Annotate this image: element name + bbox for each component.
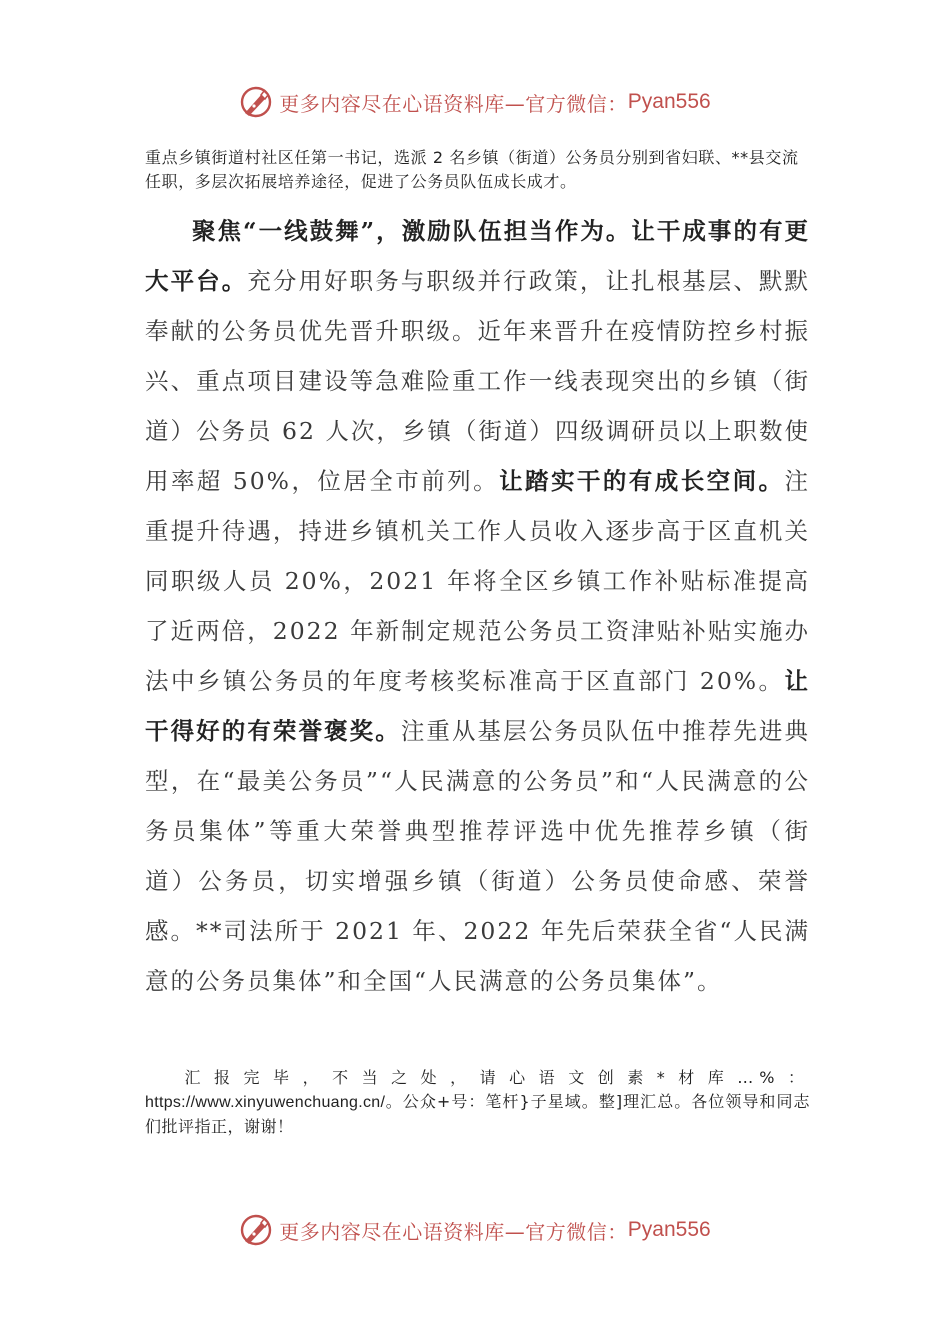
pen-nib-logo-icon xyxy=(239,85,273,119)
banner-wechat-id: Pyan556 xyxy=(627,90,711,113)
main-body xyxy=(145,206,810,1006)
paragraph-3: 注重从基层公务员队伍中推荐先进典型，在“最美公务员”“人民满意的公务员”和“人民满意的公务员集体”等重大荣誉典型推荐评选中优先推荐乡镇（街道）公务员，切实增强乡镇（街道）公务员使命感、荣誉感。**司法所于 2021 年、2022 年先后荣获全省“人民满意的公务员集体”和全国“人民满意的公务员集体”。 xyxy=(145,717,811,995)
heading-1: 聚焦“一线鼓舞”，激励队伍担当作为。让干成事的有更大平台。 xyxy=(145,217,810,295)
heading-2: 让踏实干的有成长空间。 xyxy=(499,467,785,495)
intro-paragraph: 重点乡镇街道村社区任第一书记，选派 2 名乡镇（街道）公务员分别到省妇联、**县交流任职，多层次拓展培养途径，促进了公务员队伍成长成才。 xyxy=(145,148,799,191)
footer-banner xyxy=(0,1210,950,1250)
header-banner xyxy=(0,82,950,122)
banner-text: 更多内容尽在心语资料库—官方微信： xyxy=(279,91,628,116)
banner-text: 更多内容尽在心语资料库—官方微信： xyxy=(279,1219,628,1244)
pen-nib-logo-icon xyxy=(239,1213,273,1247)
closing-tail: 。公众+号：笔杆}子星域。整]理汇总。各位领导和同志们批评指正，谢谢！ xyxy=(145,1092,810,1136)
paragraph-1: 充分用好职务与职级并行政策，让扎根基层、默默奉献的公务员优先晋升职级。近年来晋升在疫情防控乡村振兴、重点项目建设等急难险重工作一线表现突出的乡镇（街道）公务员 62 人次，乡镇（街道）四级调研员以上职数使用率超 50%，位居全市前列。 xyxy=(145,267,811,495)
closing-paragraph xyxy=(145,1066,810,1139)
heading-3: 让干得好的有荣誉褒奖。 xyxy=(145,667,810,745)
banner-wechat-id: Pyan556 xyxy=(627,1218,711,1241)
closing-lead: 汇报完毕，不当之处，请心语文创素*材库…%： xyxy=(177,1068,810,1087)
closing-url-link[interactable]: https://www.xinyuwenchuang.cn/ xyxy=(145,1094,386,1111)
paragraph-2: 注重提升待遇，持进乡镇机关工作人员收入逐步高于区直机关同职级人员 20%，2021 年将全区乡镇工作补贴标准提高了近两倍，2022 年新制定规范公务员工资津贴补贴实施办法中乡镇公务员的年度考核奖标准高于区直部门 20%。 xyxy=(145,467,811,695)
